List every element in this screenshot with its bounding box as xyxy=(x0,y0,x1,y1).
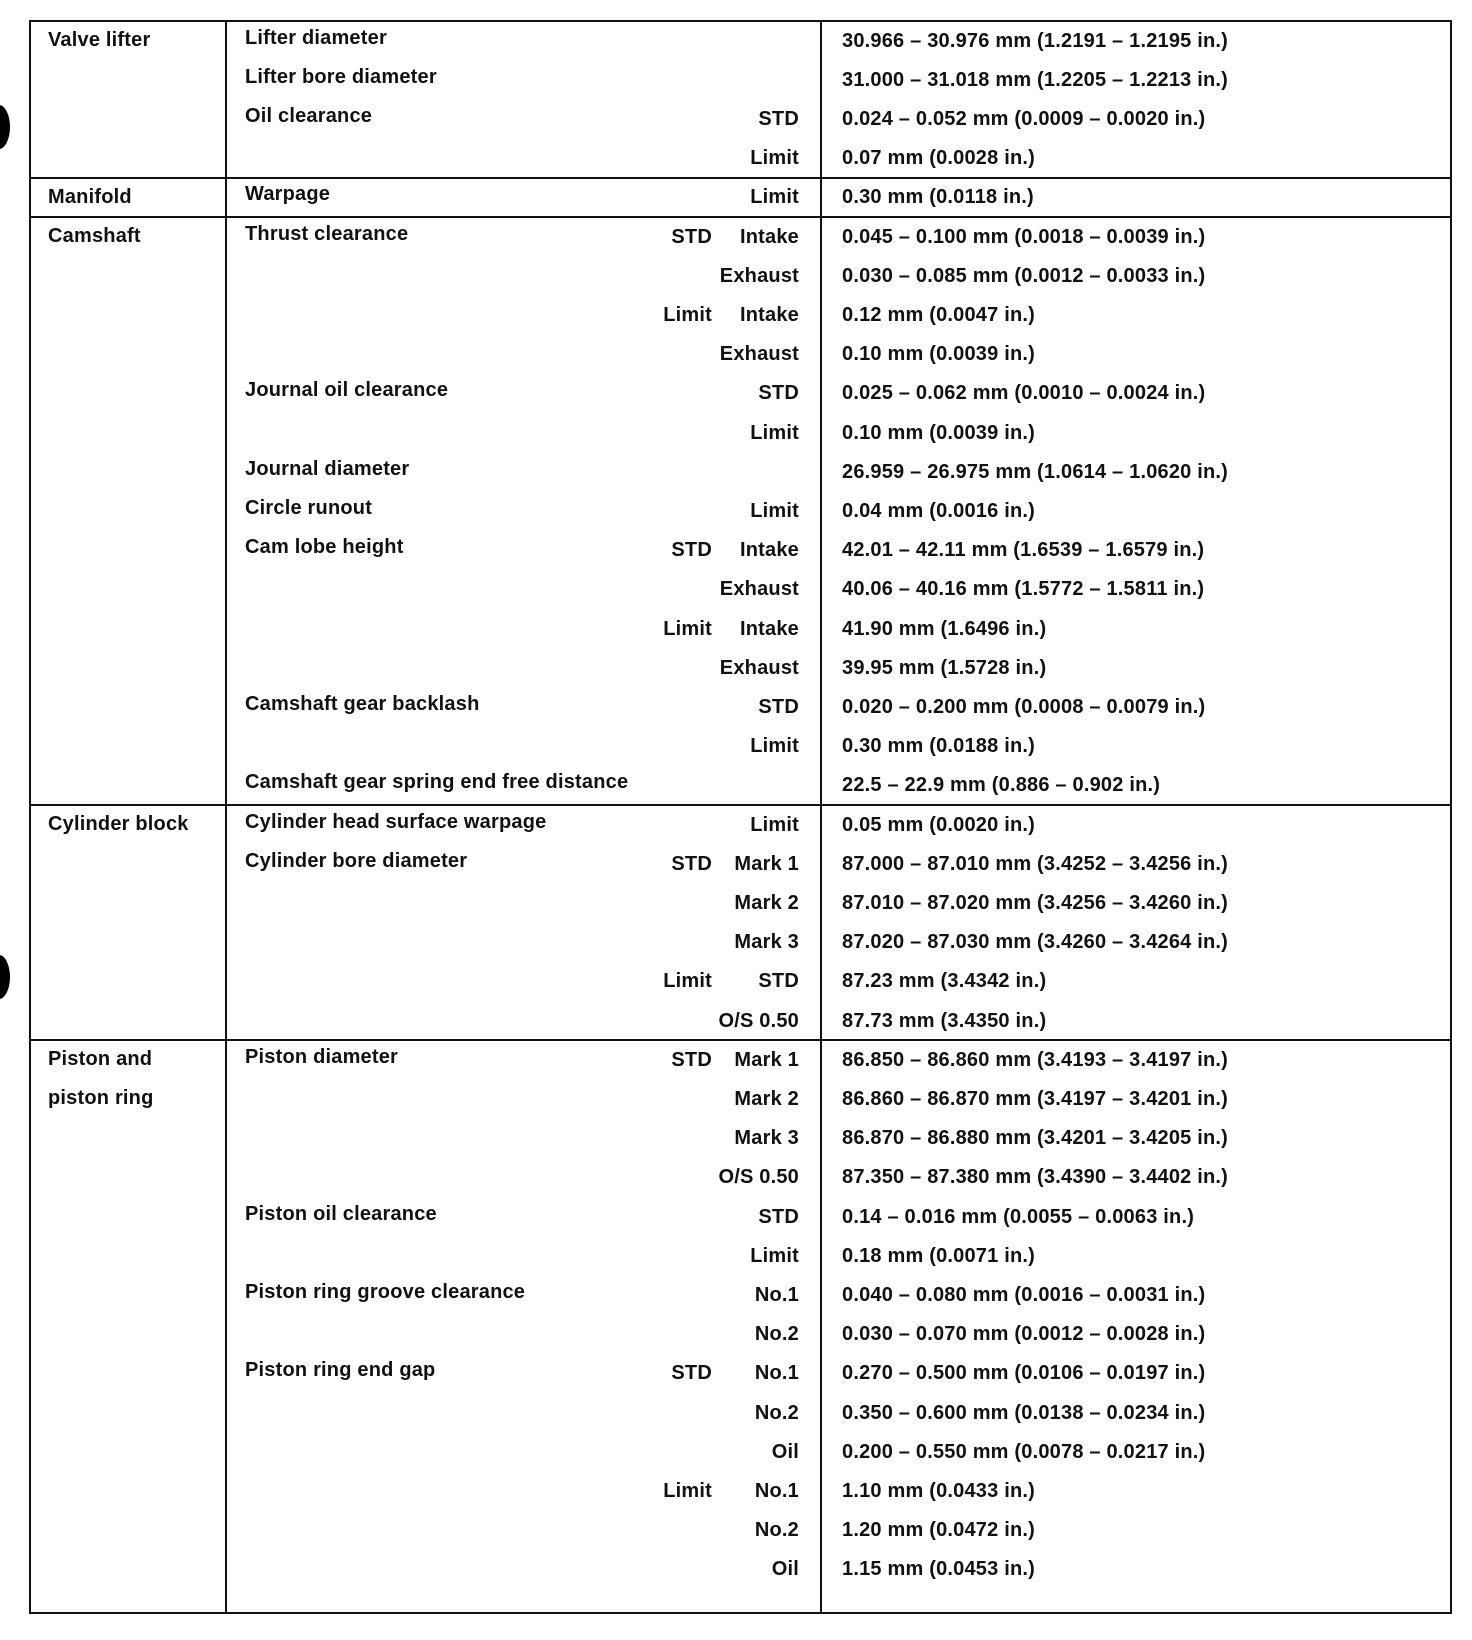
spec-value: 40.06 – 40.16 mm (1.5772 – 1.5811 in.) xyxy=(842,578,1205,601)
spec-value: 41.90 mm (1.6496 in.) xyxy=(842,617,1047,640)
table-bottom-border xyxy=(29,1612,1452,1614)
spec-value: 0.030 – 0.085 mm (0.0012 – 0.0033 in.) xyxy=(842,264,1206,287)
spec-value: 0.200 – 0.550 mm (0.0078 – 0.0217 in.) xyxy=(842,1440,1206,1463)
spec-qualifier: Mark 1 xyxy=(734,1048,799,1071)
column-divider xyxy=(225,20,227,1614)
spec-qualifier: No.1 xyxy=(754,1362,799,1385)
spec-qualifier: No.2 xyxy=(754,1519,799,1542)
spec-value: 86.850 – 86.860 mm (3.4193 – 3.4197 in.) xyxy=(842,1048,1229,1071)
spec-qualifier: Intake xyxy=(739,225,799,248)
spec-value: 0.045 – 0.100 mm (0.0018 – 0.0039 in.) xyxy=(842,225,1206,248)
spec-qualifier: Mark 3 xyxy=(734,1127,799,1150)
section-divider xyxy=(29,177,1450,179)
spec-value: 0.07 mm (0.0028 in.) xyxy=(842,147,1035,170)
spec-qualifier: Exhaust xyxy=(719,656,799,679)
spec-item: Camshaft gear spring end free distance xyxy=(245,771,629,794)
spec-value: 0.04 mm (0.0016 in.) xyxy=(842,500,1035,522)
spec-item: Piston diameter xyxy=(245,1045,399,1068)
spec-condition: STD xyxy=(671,1362,712,1385)
section-title: piston ring xyxy=(48,1087,154,1110)
section-title: Cylinder block xyxy=(48,813,189,835)
section-title: Camshaft xyxy=(48,225,141,247)
spec-value: 87.010 – 87.020 mm (3.4256 – 3.4260 in.) xyxy=(842,892,1229,914)
spec-value: 87.350 – 87.380 mm (3.4390 – 3.4402 in.) xyxy=(842,1166,1229,1189)
spec-item: Lifter bore diameter xyxy=(245,65,437,88)
spec-value: 22.5 – 22.9 mm (0.886 – 0.902 in.) xyxy=(842,774,1161,797)
spec-value: 0.12 mm (0.0047 in.) xyxy=(842,304,1035,326)
spec-value: 39.95 mm (1.5728 in.) xyxy=(842,656,1047,679)
spec-value: 0.350 – 0.600 mm (0.0138 – 0.0234 in.) xyxy=(842,1401,1206,1424)
spec-item: Oil clearance xyxy=(245,105,373,127)
spec-qualifier: No.1 xyxy=(754,1480,799,1502)
spec-qualifier: Limit xyxy=(750,1244,799,1267)
spec-condition: Limit xyxy=(663,1480,712,1502)
spec-qualifier: Limit xyxy=(750,813,799,836)
spec-value: 0.020 – 0.200 mm (0.0008 – 0.0079 in.) xyxy=(842,696,1206,718)
spec-value: 0.18 mm (0.0071 in.) xyxy=(842,1244,1035,1267)
spec-qualifier: Limit xyxy=(750,147,799,170)
section-title: Manifold xyxy=(48,185,132,208)
spec-qualifier: Exhaust xyxy=(719,264,799,287)
spec-condition: Limit xyxy=(663,970,712,993)
binder-hole xyxy=(0,105,10,149)
spec-value: 0.10 mm (0.0039 in.) xyxy=(842,421,1035,444)
spec-qualifier: Mark 1 xyxy=(734,852,799,875)
section-title: Piston and xyxy=(48,1048,153,1071)
section-divider xyxy=(29,804,1450,806)
spec-qualifier: Exhaust xyxy=(719,578,799,601)
spec-item: Thrust clearance xyxy=(245,222,409,245)
spec-item: Piston oil clearance xyxy=(245,1202,437,1225)
spec-qualifier: Limit xyxy=(750,735,799,758)
spec-value: 87.000 – 87.010 mm (3.4252 – 3.4256 in.) xyxy=(842,852,1229,875)
spec-value: 1.20 mm (0.0472 in.) xyxy=(842,1519,1035,1542)
table-left-border xyxy=(29,20,31,1614)
spec-item: Journal diameter xyxy=(245,457,410,480)
spec-item: Piston ring groove clearance xyxy=(245,1281,526,1303)
spec-value: 0.270 – 0.500 mm (0.0106 – 0.0197 in.) xyxy=(842,1362,1206,1385)
spec-item: Cylinder bore diameter xyxy=(245,849,468,872)
spec-qualifier: No.2 xyxy=(754,1401,799,1424)
spec-qualifier: Limit xyxy=(750,421,799,444)
spec-condition: STD xyxy=(671,539,712,562)
spec-value: 0.024 – 0.052 mm (0.0009 – 0.0020 in.) xyxy=(842,108,1206,130)
section-divider xyxy=(29,216,1450,218)
spec-value: 30.966 – 30.976 mm (1.2191 – 1.2195 in.) xyxy=(842,29,1229,52)
spec-value: 0.30 mm (0.0188 in.) xyxy=(842,735,1035,758)
spec-value: 26.959 – 26.975 mm (1.0614 – 1.0620 in.) xyxy=(842,460,1229,483)
spec-qualifier: STD xyxy=(758,970,799,993)
spec-value: 0.040 – 0.080 mm (0.0016 – 0.0031 in.) xyxy=(842,1284,1206,1306)
spec-qualifier: Oil xyxy=(771,1440,799,1463)
spec-value: 0.14 – 0.016 mm (0.0055 – 0.0063 in.) xyxy=(842,1205,1195,1228)
section-divider xyxy=(29,1039,1450,1041)
spec-value: 0.30 mm (0.0118 in.) xyxy=(842,186,1034,209)
spec-qualifier: Mark 3 xyxy=(734,931,799,954)
spec-condition: Limit xyxy=(663,617,712,640)
spec-qualifier: Intake xyxy=(739,539,799,562)
spec-qualifier: STD xyxy=(758,696,799,718)
spec-item: Cylinder head surface warpage xyxy=(245,810,547,833)
spec-qualifier: Intake xyxy=(739,617,799,640)
binder-hole xyxy=(0,955,10,999)
spec-value: 0.025 – 0.062 mm (0.0010 – 0.0024 in.) xyxy=(842,382,1206,405)
spec-qualifier: O/S 0.50 xyxy=(718,1166,799,1189)
spec-qualifier: No.2 xyxy=(754,1323,799,1346)
spec-qualifier: Exhaust xyxy=(719,343,799,366)
spec-value: 0.10 mm (0.0039 in.) xyxy=(842,343,1035,366)
spec-qualifier: No.1 xyxy=(754,1284,799,1306)
spec-item: Warpage xyxy=(245,183,331,206)
column-divider xyxy=(820,20,822,1614)
spec-value: 0.030 – 0.070 mm (0.0012 – 0.0028 in.) xyxy=(842,1323,1206,1346)
spec-item: Piston ring end gap xyxy=(245,1359,436,1382)
spec-value: 86.860 – 86.870 mm (3.4197 – 3.4201 in.) xyxy=(842,1088,1229,1110)
spec-qualifier: Limit xyxy=(750,186,799,209)
spec-value: 87.23 mm (3.4342 in.) xyxy=(842,970,1047,993)
spec-qualifier: STD xyxy=(758,1205,799,1228)
spec-condition: Limit xyxy=(663,304,712,326)
spec-item: Journal oil clearance xyxy=(245,379,449,402)
section-divider xyxy=(29,20,1450,22)
spec-qualifier: Mark 2 xyxy=(734,1088,799,1110)
spec-value: 86.870 – 86.880 mm (3.4201 – 3.4205 in.) xyxy=(842,1127,1229,1150)
spec-value: 1.15 mm (0.0453 in.) xyxy=(842,1558,1035,1581)
spec-condition: STD xyxy=(671,1048,712,1071)
spec-qualifier: STD xyxy=(758,382,799,405)
spec-item: Camshaft gear backlash xyxy=(245,693,480,715)
spec-condition: STD xyxy=(671,225,712,248)
spec-value: 87.73 mm (3.4350 in.) xyxy=(842,1009,1047,1032)
spec-condition: STD xyxy=(671,852,712,875)
section-title: Valve lifter xyxy=(48,29,151,51)
spec-qualifier: Limit xyxy=(750,500,799,522)
spec-qualifier: O/S 0.50 xyxy=(718,1009,799,1032)
spec-item: Circle runout xyxy=(245,497,373,519)
spec-value: 87.020 – 87.030 mm (3.4260 – 3.4264 in.) xyxy=(842,931,1229,954)
spec-qualifier: Mark 2 xyxy=(734,892,799,914)
spec-item: Lifter diameter xyxy=(245,26,387,49)
spec-item: Cam lobe height xyxy=(245,536,404,559)
spec-qualifier: Oil xyxy=(771,1558,799,1581)
table-right-border xyxy=(1450,20,1452,1614)
spec-qualifier: STD xyxy=(758,108,799,130)
spec-qualifier: Intake xyxy=(739,304,799,326)
spec-value: 31.000 – 31.018 mm (1.2205 – 1.2213 in.) xyxy=(842,68,1229,91)
spec-value: 1.10 mm (0.0433 in.) xyxy=(842,1480,1035,1502)
spec-value: 0.05 mm (0.0020 in.) xyxy=(842,813,1035,836)
spec-value: 42.01 – 42.11 mm (1.6539 – 1.6579 in.) xyxy=(842,539,1205,562)
